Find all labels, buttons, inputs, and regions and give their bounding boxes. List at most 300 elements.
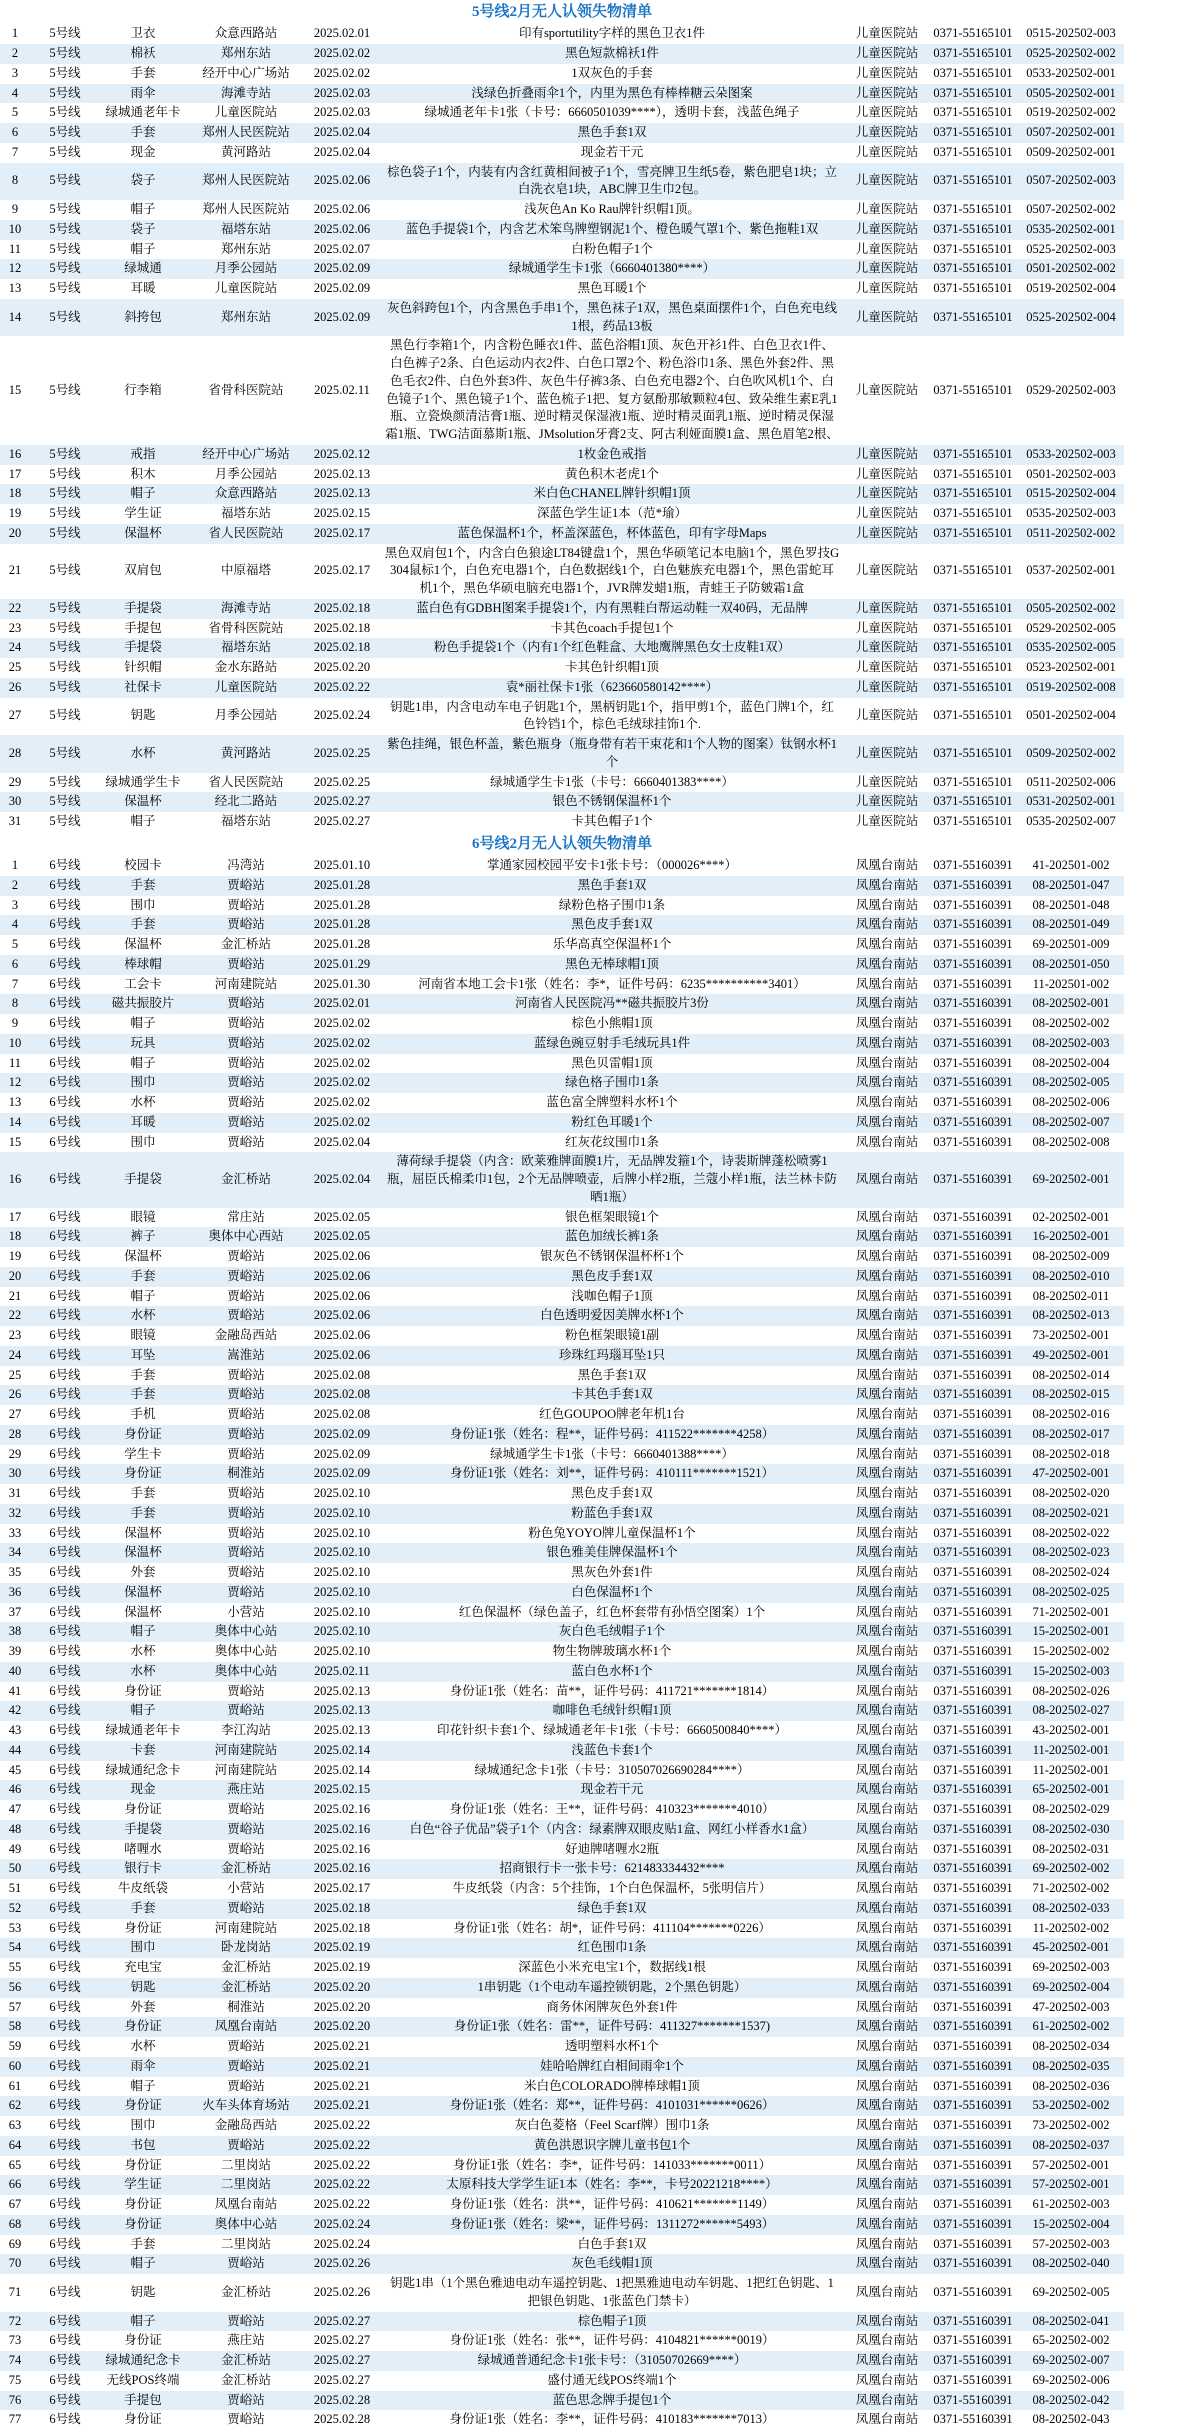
cell-date: 2025.02.13 bbox=[313, 466, 371, 481]
cell-line: 5号线 bbox=[30, 678, 100, 698]
cell-code: 0535-202502-003 bbox=[1026, 506, 1116, 520]
cell-station: 贾峪站 bbox=[227, 1249, 265, 1263]
cell-item: 围巾 bbox=[100, 1073, 186, 1093]
cell-item: 雨伞 bbox=[100, 84, 186, 104]
cell-code: 0507-202502-001 bbox=[1018, 123, 1124, 143]
cell-phone: 0371-55160391 bbox=[928, 1820, 1018, 1840]
cell-phone: 0371-55160391 bbox=[928, 1504, 1018, 1524]
cell-station: 燕庄站 bbox=[227, 2333, 265, 2348]
table-row bbox=[0, 1346, 1124, 1366]
cell-station: 贾峪站 bbox=[186, 1504, 306, 1524]
table-row bbox=[0, 1919, 1124, 1939]
cell-code: 08-202502-011 bbox=[1032, 1288, 1110, 1303]
cell-phone: 0371-55160391 bbox=[928, 2391, 1018, 2411]
cell-item: 行李箱 bbox=[124, 382, 162, 397]
cell-item: 棒球帽 bbox=[100, 955, 186, 975]
cell-date: 2025.02.10 bbox=[313, 1486, 371, 1500]
cell-line: 5号线 bbox=[49, 65, 81, 80]
cell-line: 6号线 bbox=[30, 2057, 100, 2077]
cell-station: 郑州人民医院站 bbox=[186, 163, 306, 201]
cell-line: 5号线 bbox=[49, 144, 81, 159]
cell-line: 6号线 bbox=[30, 1227, 100, 1247]
cell-description: 盛付通无线POS终端1个 bbox=[547, 2372, 677, 2387]
cell-num: 72 bbox=[0, 2312, 30, 2332]
cell-code: 08-202502-021 bbox=[1018, 1504, 1124, 1524]
cell-station: 贾峪站 bbox=[186, 1425, 306, 1445]
cell-code: 08-202502-016 bbox=[1032, 1407, 1110, 1421]
cell-line: 6号线 bbox=[49, 1209, 81, 1224]
table-row bbox=[0, 1622, 1124, 1642]
cell-line: 5号线 bbox=[49, 281, 81, 295]
cell-station: 郑州人民医院站 bbox=[186, 123, 306, 143]
cell-date: 2025.02.06 bbox=[313, 1328, 371, 1342]
cell-description: 灰色毛线帽1顶 bbox=[378, 2254, 846, 2274]
cell-num: 13 bbox=[8, 281, 22, 295]
cell-code: 41-202501-002 bbox=[1032, 858, 1110, 872]
cell-station: 省人民医院站 bbox=[186, 524, 306, 544]
cell-description: 银灰色不锈钢保温杯杯1个 bbox=[540, 1249, 684, 1263]
cell-phone: 0371-55165101 bbox=[933, 202, 1013, 216]
cell-station: 黄河路站 bbox=[220, 144, 271, 159]
cell-description: 卡其色帽子1个 bbox=[571, 814, 653, 828]
cell-storage: 凤凰台南站 bbox=[846, 1385, 928, 1405]
cell-item: 绿城通 bbox=[100, 259, 186, 279]
table-row bbox=[0, 1208, 1124, 1228]
table-row bbox=[0, 1662, 1124, 1682]
cell-item: 手套 bbox=[100, 1385, 186, 1405]
cell-line: 5号线 bbox=[49, 26, 81, 41]
cell-item: 帽子 bbox=[100, 1701, 186, 1721]
cell-line: 6号线 bbox=[30, 1385, 100, 1405]
cell-station: 儿童医院站 bbox=[214, 105, 278, 120]
cell-code: 0535-202502-005 bbox=[1018, 638, 1124, 658]
cell-phone: 0371-55165101 bbox=[928, 220, 1018, 240]
table-row bbox=[0, 876, 1124, 896]
cell-num: 34 bbox=[0, 1543, 30, 1563]
cell-item: 水杯 bbox=[100, 1662, 186, 1682]
cell-phone: 0371-55160391 bbox=[928, 1899, 1018, 1919]
cell-num: 62 bbox=[0, 2096, 30, 2116]
cell-num: 30 bbox=[0, 1464, 30, 1484]
cell-code: 0519-202502-004 bbox=[1026, 281, 1116, 295]
cell-date: 2025.02.08 bbox=[313, 1367, 371, 1382]
cell-code: 73-202502-002 bbox=[1032, 2118, 1110, 2132]
cell-line: 6号线 bbox=[49, 897, 81, 912]
cell-num: 1 bbox=[11, 26, 19, 41]
cell-date: 2025.02.04 bbox=[313, 144, 371, 159]
cell-num: 11 bbox=[8, 1055, 22, 1070]
cell-item: 手提包 bbox=[124, 620, 162, 635]
cell-code: 47-202502-003 bbox=[1032, 1999, 1110, 2014]
cell-storage: 儿童医院站 bbox=[855, 26, 919, 41]
cell-storage: 凤凰台南站 bbox=[846, 1662, 928, 1682]
cell-station: 金汇桥站 bbox=[220, 2284, 271, 2299]
cell-num: 54 bbox=[0, 1938, 30, 1958]
cell-description: 身份证1张（姓名：苗**，证件号码：411721*******1814） bbox=[449, 1683, 775, 1698]
cell-description: 袁*丽社保卡1张（623660580142****） bbox=[378, 678, 846, 698]
cell-date: 2025.02.08 bbox=[313, 1407, 371, 1421]
cell-date: 2025.02.22 bbox=[313, 2157, 371, 2172]
cell-phone: 0371-55165101 bbox=[933, 382, 1013, 397]
cell-code: 71-202502-002 bbox=[1032, 1881, 1110, 1895]
cell-date: 2025.02.05 bbox=[306, 1227, 378, 1247]
cell-line: 6号线 bbox=[49, 1841, 81, 1856]
cell-line: 5号线 bbox=[49, 660, 81, 674]
cell-num: 57 bbox=[8, 1999, 22, 2014]
cell-description: 黑色皮手套1双 bbox=[378, 915, 846, 935]
cell-code: 15-202502-003 bbox=[1018, 1662, 1124, 1682]
cell-storage: 儿童医院站 bbox=[855, 506, 919, 520]
cell-num: 71 bbox=[8, 2284, 22, 2299]
cell-date: 2025.02.20 bbox=[313, 1999, 371, 2014]
cell-station: 儿童医院站 bbox=[186, 678, 306, 698]
cell-code: 08-202502-043 bbox=[1032, 2412, 1110, 2427]
cell-station: 贾峪站 bbox=[186, 1543, 306, 1563]
table-row bbox=[0, 1998, 1124, 2018]
cell-phone: 0371-55160391 bbox=[933, 1960, 1013, 1974]
cell-code: 65-202502-001 bbox=[1018, 1780, 1124, 1800]
cell-storage: 儿童医院站 bbox=[846, 44, 928, 64]
table-row bbox=[0, 2037, 1124, 2057]
cell-item: 身份证 bbox=[100, 2096, 186, 2116]
table-row bbox=[0, 915, 1124, 935]
table-row bbox=[0, 1721, 1124, 1741]
cell-code: 73-202502-001 bbox=[1032, 1328, 1110, 1342]
cell-description: 黑色短款棉袄1件 bbox=[378, 44, 846, 64]
table-row bbox=[0, 1820, 1124, 1840]
cell-item: 戒指 bbox=[100, 445, 186, 465]
cell-date: 2025.02.10 bbox=[313, 1565, 371, 1579]
cell-num: 32 bbox=[0, 1504, 30, 1524]
cell-line: 5号线 bbox=[49, 620, 81, 635]
cell-description: 白色“谷子优品”袋子1个（内含：绿素牌双眼皮贴1盒、网红小样香水1盒） bbox=[378, 1820, 846, 1840]
cell-num: 6 bbox=[0, 123, 30, 143]
cell-item: 身份证 bbox=[124, 2197, 162, 2211]
cell-description: 绿城通学生卡1张（6660401380****） bbox=[378, 259, 846, 279]
cell-code: 15-202502-001 bbox=[1018, 1622, 1124, 1642]
cell-item: 磁共振胶片 bbox=[100, 994, 186, 1014]
cell-code: 0525-202502-003 bbox=[1026, 241, 1116, 256]
cell-storage: 凤凰台南站 bbox=[855, 1446, 919, 1461]
cell-item: 手套 bbox=[130, 1367, 156, 1382]
table-row bbox=[0, 1247, 1124, 1267]
cell-line: 6号线 bbox=[49, 1565, 81, 1579]
table-row bbox=[0, 812, 1124, 832]
cell-phone: 0371-55160391 bbox=[933, 1016, 1013, 1030]
cell-line: 6号线 bbox=[30, 1701, 100, 1721]
cell-storage: 凤凰台南站 bbox=[846, 2312, 928, 2332]
cell-num: 1 bbox=[11, 858, 19, 872]
table-row bbox=[0, 1899, 1124, 1919]
cell-code: 08-202502-025 bbox=[1018, 1583, 1124, 1603]
section-title-row bbox=[0, 0, 1124, 24]
cell-date: 2025.02.26 bbox=[306, 2254, 378, 2274]
cell-storage: 凤凰台南站 bbox=[846, 1741, 928, 1761]
cell-num: 29 bbox=[8, 774, 22, 789]
cell-line: 6号线 bbox=[30, 1504, 100, 1524]
cell-phone: 0371-55160391 bbox=[928, 1583, 1018, 1603]
cell-date: 2025.02.16 bbox=[306, 1820, 378, 1840]
cell-description: 绿粉色格子围巾1条 bbox=[558, 897, 666, 912]
cell-station: 省人民医院站 bbox=[208, 774, 284, 789]
cell-storage: 凤凰台南站 bbox=[846, 1306, 928, 1326]
cell-station: 贾峪站 bbox=[186, 1073, 306, 1093]
cell-num: 52 bbox=[0, 1899, 30, 1919]
cell-description: 米白色COLORADO牌棒球帽1顶 bbox=[524, 2078, 700, 2093]
cell-line: 6号线 bbox=[49, 1134, 81, 1149]
cell-code: 11-202502-002 bbox=[1032, 1920, 1110, 1935]
cell-code: 08-202502-034 bbox=[1032, 2039, 1110, 2053]
cell-code: 69-202502-006 bbox=[1032, 2372, 1110, 2387]
cell-description: 紫色挂绳，银色杯盖，紫色瓶身（瓶身带有若干束花和1个人物的图案）钛钢水杯1个 bbox=[378, 735, 846, 773]
cell-date: 2025.02.20 bbox=[313, 660, 371, 674]
cell-line: 6号线 bbox=[30, 1662, 100, 1682]
cell-storage: 凤凰台南站 bbox=[846, 1346, 928, 1366]
cell-code: 08-202502-018 bbox=[1032, 1446, 1110, 1461]
cell-num: 28 bbox=[0, 735, 30, 773]
cell-description: 红灰花纹围巾1条 bbox=[565, 1134, 659, 1149]
cell-date: 2025.02.06 bbox=[313, 202, 371, 216]
table-row bbox=[0, 994, 1124, 1014]
cell-phone: 0371-55165101 bbox=[933, 144, 1013, 159]
cell-station: 贾峪站 bbox=[227, 1565, 265, 1579]
cell-phone: 0371-55165101 bbox=[928, 44, 1018, 64]
cell-description: 绿城通普通纪念卡1张卡号：（31050702669****） bbox=[378, 2351, 846, 2371]
cell-num: 14 bbox=[0, 1113, 30, 1133]
cell-line: 6号线 bbox=[49, 2118, 81, 2132]
cell-num: 7 bbox=[11, 976, 19, 991]
cell-storage: 儿童医院站 bbox=[846, 123, 928, 143]
cell-num: 28 bbox=[0, 1425, 30, 1445]
cell-storage: 儿童医院站 bbox=[846, 638, 928, 658]
cell-item: 帽子 bbox=[100, 2254, 186, 2274]
cell-line: 6号线 bbox=[49, 2333, 81, 2348]
cell-item: 身份证 bbox=[124, 1683, 162, 1698]
cell-station: 郑州东站 bbox=[186, 44, 306, 64]
cell-phone: 0371-55160391 bbox=[933, 1604, 1013, 1619]
cell-storage: 儿童医院站 bbox=[846, 163, 928, 201]
cell-code: 08-202502-030 bbox=[1018, 1820, 1124, 1840]
cell-phone: 0371-55165101 bbox=[933, 506, 1013, 520]
cell-num: 24 bbox=[0, 638, 30, 658]
cell-num: 38 bbox=[0, 1622, 30, 1642]
cell-num: 48 bbox=[0, 1820, 30, 1840]
table-row bbox=[0, 678, 1124, 698]
cell-phone: 0371-55160391 bbox=[928, 1073, 1018, 1093]
cell-description: 红色围巾1条 bbox=[378, 1938, 846, 1958]
cell-item: 手套 bbox=[100, 876, 186, 896]
cell-phone: 0371-55160391 bbox=[933, 1565, 1013, 1579]
cell-line: 5号线 bbox=[49, 202, 81, 216]
cell-storage: 儿童医院站 bbox=[855, 382, 919, 397]
cell-station: 黄河路站 bbox=[186, 735, 306, 773]
cell-date: 2025.02.06 bbox=[306, 163, 378, 201]
cell-line: 5号线 bbox=[30, 735, 100, 773]
cell-description: 现金若干元 bbox=[378, 1780, 846, 1800]
table-row bbox=[0, 1563, 1124, 1583]
cell-phone: 0371-55165101 bbox=[928, 163, 1018, 201]
cell-item: 帽子 bbox=[130, 202, 156, 216]
cell-item: 围巾 bbox=[130, 1134, 156, 1149]
cell-num: 17 bbox=[8, 466, 22, 481]
cell-date: 2025.01.29 bbox=[306, 955, 378, 975]
cell-item: 针织帽 bbox=[124, 660, 162, 674]
cell-storage: 儿童医院站 bbox=[855, 466, 919, 481]
table-row bbox=[0, 1701, 1124, 1721]
cell-phone: 0371-55165101 bbox=[933, 241, 1013, 256]
table-row bbox=[0, 1958, 1124, 1978]
cell-description: 蓝色加绒长裤1条 bbox=[378, 1227, 846, 1247]
cell-station: 福塔东站 bbox=[220, 814, 271, 828]
cell-storage: 凤凰台南站 bbox=[855, 1328, 919, 1342]
cell-storage: 凤凰台南站 bbox=[855, 1723, 919, 1737]
cell-storage: 凤凰台南站 bbox=[846, 915, 928, 935]
cell-storage: 凤凰台南站 bbox=[846, 2254, 928, 2274]
cell-description: 蓝色保温杯1个，杯盖深蓝色，杯体蓝色，印有字母Maps bbox=[378, 524, 846, 544]
cell-line: 6号线 bbox=[49, 1802, 81, 1816]
cell-storage: 儿童医院站 bbox=[855, 241, 919, 256]
cell-code: 08-202501-050 bbox=[1018, 955, 1124, 975]
cell-description: 身份证1张（姓名：雷**，证件号码：411327*******1537) bbox=[378, 2017, 846, 2037]
cell-description: 白粉色帽子1个 bbox=[571, 241, 653, 256]
cell-code: 02-202502-001 bbox=[1032, 1209, 1110, 1224]
table-row bbox=[0, 955, 1124, 975]
cell-code: 08-202502-008 bbox=[1032, 1134, 1110, 1149]
cell-description: 乐华高真空保温杯1个 bbox=[552, 937, 672, 951]
cell-description: 蓝绿色豌豆射手毛绒玩具1件 bbox=[378, 1034, 846, 1054]
cell-description: 绿城通学生卡1张（卡号：6660401383****） bbox=[490, 774, 734, 789]
table-row bbox=[0, 792, 1124, 812]
cell-item: 帽子 bbox=[130, 814, 156, 828]
cell-storage: 儿童医院站 bbox=[855, 281, 919, 295]
cell-num: 21 bbox=[8, 563, 22, 578]
cell-line: 5号线 bbox=[30, 299, 100, 337]
cell-description: 红色保温杯（绿色盖子，红色杯套带有孙悟空图案）1个 bbox=[458, 1604, 766, 1619]
cell-code: 08-202502-041 bbox=[1018, 2312, 1124, 2332]
cell-line: 6号线 bbox=[30, 1113, 100, 1133]
cell-description: 蓝色手提袋1个，内含艺术笨鸟牌塑钢泥1个、橙色暖气罩1个、紫色拖鞋1双 bbox=[378, 220, 846, 240]
cell-phone: 0371-55160391 bbox=[928, 2057, 1018, 2077]
cell-phone: 0371-55160391 bbox=[933, 2284, 1013, 2299]
cell-date: 2025.02.10 bbox=[306, 1543, 378, 1563]
cell-date: 2025.02.08 bbox=[306, 1385, 378, 1405]
cell-line: 6号线 bbox=[30, 1425, 100, 1445]
cell-station: 贾峪站 bbox=[186, 1701, 306, 1721]
cell-item: 手套 bbox=[100, 1899, 186, 1919]
cell-date: 2025.02.27 bbox=[306, 2312, 378, 2332]
cell-station: 贾峪站 bbox=[227, 1288, 265, 1303]
cell-date: 2025.02.24 bbox=[313, 2236, 371, 2251]
cell-date: 2025.02.02 bbox=[306, 1073, 378, 1093]
cell-phone: 0371-55160391 bbox=[933, 1407, 1013, 1421]
cell-line: 5号线 bbox=[30, 163, 100, 201]
cell-line: 5号线 bbox=[30, 44, 100, 64]
cell-date: 2025.02.21 bbox=[306, 2057, 378, 2077]
table-row bbox=[0, 1642, 1124, 1662]
cell-date: 2025.02.01 bbox=[313, 26, 371, 41]
cell-date: 2025.02.09 bbox=[313, 1446, 371, 1461]
cell-num: 16 bbox=[0, 445, 30, 465]
cell-code: 0529-202502-005 bbox=[1026, 620, 1116, 635]
cell-line: 6号线 bbox=[30, 1820, 100, 1840]
cell-num: 10 bbox=[0, 220, 30, 240]
table-row bbox=[0, 279, 1124, 299]
table-row bbox=[0, 2235, 1124, 2255]
cell-item: 身份证 bbox=[124, 2333, 162, 2348]
cell-code: 0535-202502-007 bbox=[1026, 814, 1116, 828]
cell-station: 贾峪站 bbox=[186, 994, 306, 1014]
cell-description: 黑色手套1双 bbox=[577, 1367, 647, 1382]
cell-date: 2025.02.04 bbox=[313, 1134, 371, 1149]
cell-num: 29 bbox=[8, 1446, 22, 1461]
cell-num: 50 bbox=[0, 1859, 30, 1879]
cell-phone: 0371-55165101 bbox=[933, 65, 1013, 80]
cell-line: 6号线 bbox=[30, 2017, 100, 2037]
cell-phone: 0371-55160391 bbox=[933, 1249, 1013, 1263]
cell-code: 11-202501-002 bbox=[1032, 976, 1110, 991]
cell-station: 月季公园站 bbox=[214, 466, 278, 481]
cell-code: 0501-202502-003 bbox=[1026, 466, 1116, 481]
cell-description: 钥匙1串，内含电动车电子钥匙1个，黑柄钥匙1个，指甲剪1个，蓝色门牌1个，红色铃铛1个，棕色毛绒球挂饰1个. bbox=[390, 699, 834, 732]
cell-date: 2025.02.09 bbox=[306, 299, 378, 337]
cell-num: 33 bbox=[8, 1525, 22, 1540]
cell-phone: 0371-55160391 bbox=[928, 2096, 1018, 2116]
cell-station: 小营站 bbox=[227, 1881, 265, 1895]
table-row bbox=[0, 1366, 1124, 1386]
cell-code: 0507-202502-002 bbox=[1026, 202, 1116, 216]
cell-description: 黑色贝雷帽1顶 bbox=[571, 1055, 653, 1070]
cell-code: 08-202502-009 bbox=[1032, 1249, 1110, 1263]
cell-num: 3 bbox=[11, 65, 19, 80]
cell-date: 2025.02.10 bbox=[313, 1644, 371, 1658]
cell-storage: 凤凰台南站 bbox=[855, 2118, 919, 2132]
cell-item: 水杯 bbox=[130, 2039, 156, 2053]
cell-storage: 凤凰台南站 bbox=[855, 1683, 919, 1698]
cell-code: 08-202501-047 bbox=[1018, 876, 1124, 896]
cell-storage: 凤凰台南站 bbox=[846, 1073, 928, 1093]
cell-station: 贾峪站 bbox=[186, 2254, 306, 2274]
cell-date: 2025.02.20 bbox=[306, 1978, 378, 1998]
cell-code: 08-202502-007 bbox=[1018, 1113, 1124, 1133]
cell-item: 啫喱水 bbox=[124, 1841, 162, 1856]
cell-num: 74 bbox=[0, 2351, 30, 2371]
cell-phone: 0371-55165101 bbox=[928, 445, 1018, 465]
cell-storage: 凤凰台南站 bbox=[846, 2351, 928, 2371]
cell-line: 6号线 bbox=[49, 1525, 81, 1540]
table-row bbox=[0, 1385, 1124, 1405]
cell-num: 5 bbox=[11, 937, 19, 951]
table-row bbox=[0, 619, 1124, 639]
cell-station: 贾峪站 bbox=[227, 2412, 265, 2427]
cell-item: 玩具 bbox=[100, 1034, 186, 1054]
cell-code: 0531-202502-001 bbox=[1018, 792, 1124, 812]
cell-phone: 0371-55160391 bbox=[928, 1034, 1018, 1054]
cell-item: 身份证 bbox=[100, 2017, 186, 2037]
cell-phone: 0371-55160391 bbox=[933, 937, 1013, 951]
cell-date: 2025.02.28 bbox=[306, 2391, 378, 2411]
cell-storage: 儿童医院站 bbox=[855, 708, 919, 723]
cell-description: 银色不锈钢保温杯1个 bbox=[378, 792, 846, 812]
cell-num: 53 bbox=[8, 1920, 22, 1935]
cell-item: 保温杯 bbox=[124, 937, 162, 951]
cell-date: 2025.02.02 bbox=[313, 65, 371, 80]
cell-num: 17 bbox=[8, 1209, 22, 1224]
cell-phone: 0371-55160391 bbox=[928, 1346, 1018, 1366]
cell-item: 帽子 bbox=[130, 241, 156, 256]
cell-storage: 凤凰台南站 bbox=[846, 1034, 928, 1054]
cell-storage: 凤凰台南站 bbox=[855, 1841, 919, 1856]
cell-item: 手套 bbox=[100, 123, 186, 143]
